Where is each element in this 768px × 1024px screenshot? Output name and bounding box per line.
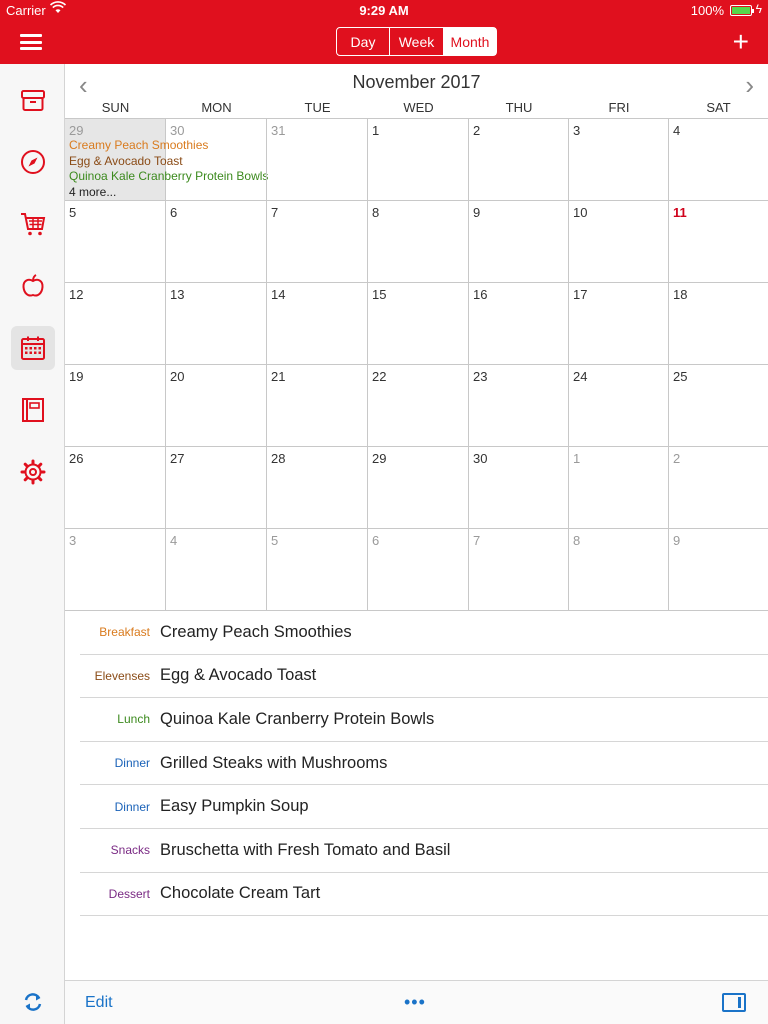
day-number: 16 <box>473 287 488 302</box>
day-cell[interactable] <box>469 283 569 364</box>
calendar-header <box>65 64 768 118</box>
weekday-label: SAT <box>706 100 731 115</box>
meal-row[interactable] <box>80 655 768 699</box>
meal-recipe-name: Easy Pumpkin Soup <box>160 797 309 816</box>
week-row <box>65 119 768 201</box>
day-cell[interactable] <box>569 119 669 200</box>
day-cell[interactable] <box>669 447 768 528</box>
battery-icon <box>730 5 752 16</box>
day-number: 10 <box>573 205 588 220</box>
meal-recipe-name: Egg & Avocado Toast <box>160 666 317 685</box>
meal-row[interactable] <box>80 611 768 655</box>
day-number: 1 <box>372 123 380 138</box>
day-cell[interactable] <box>368 529 469 610</box>
day-number: 30 <box>473 451 488 466</box>
day-number: 30 <box>170 123 185 138</box>
day-cell[interactable] <box>569 201 669 282</box>
day-number: 3 <box>69 533 77 548</box>
day-number: 23 <box>473 369 488 384</box>
day-number: 5 <box>69 205 77 220</box>
sidebar-toggle-icon[interactable] <box>722 993 746 1012</box>
weekday-label: SUN <box>101 100 130 115</box>
meal-row[interactable] <box>80 785 768 829</box>
weekday-label: FRI <box>608 100 630 115</box>
charging-icon: ϟ <box>755 2 762 16</box>
calendar-event[interactable]: Quinoa Kale Cranberry Protein Bowls <box>69 169 269 183</box>
meal-type-label: Dinner <box>114 756 150 771</box>
day-number: 20 <box>170 369 185 384</box>
status-bar <box>0 0 768 20</box>
meal-type-label: Elevenses <box>94 668 150 683</box>
weekday-label: WED <box>403 100 434 115</box>
sync-icon[interactable] <box>22 991 44 1013</box>
day-cell[interactable] <box>368 283 469 364</box>
day-number: 9 <box>473 205 481 220</box>
day-cell[interactable] <box>669 201 768 282</box>
meal-type-label: Dinner <box>114 799 150 814</box>
day-cell[interactable] <box>166 201 267 282</box>
meal-list <box>80 611 768 916</box>
day-cell[interactable] <box>669 119 768 200</box>
segment-day[interactable]: Day <box>337 28 390 55</box>
day-number: 24 <box>573 369 588 384</box>
day-number: 4 <box>673 123 681 138</box>
more-options-icon[interactable]: ••• <box>404 992 426 1012</box>
meal-row[interactable] <box>80 742 768 786</box>
segment-week[interactable]: Week <box>390 28 444 55</box>
day-cell[interactable] <box>65 201 166 282</box>
day-number: 11 <box>673 205 687 220</box>
day-cell[interactable] <box>166 365 267 446</box>
day-cell[interactable] <box>267 283 368 364</box>
day-cell[interactable] <box>166 447 267 528</box>
day-cell[interactable] <box>368 365 469 446</box>
day-cell[interactable] <box>267 365 368 446</box>
day-cell[interactable] <box>65 365 166 446</box>
more-events-link[interactable]: 4 more... <box>69 184 117 199</box>
day-cell[interactable] <box>469 119 569 200</box>
day-cell[interactable] <box>65 529 166 610</box>
day-cell[interactable] <box>469 529 569 610</box>
day-number: 21 <box>271 369 286 384</box>
week-row <box>65 529 768 611</box>
week-row <box>65 365 768 447</box>
day-number: 6 <box>170 205 178 220</box>
cart-icon[interactable] <box>11 202 55 246</box>
meal-type-label: Breakfast <box>99 625 150 640</box>
day-number: 9 <box>673 533 681 548</box>
day-number: 29 <box>372 451 387 466</box>
gear-icon[interactable] <box>11 450 55 494</box>
weekday-header <box>65 100 768 115</box>
day-number: 14 <box>271 287 286 302</box>
day-number: 1 <box>573 451 581 466</box>
calendar-event[interactable]: Creamy Peach Smoothies <box>69 138 209 152</box>
day-number: 17 <box>573 287 588 302</box>
day-cell[interactable] <box>267 529 368 610</box>
day-cell[interactable] <box>469 201 569 282</box>
day-number: 27 <box>170 451 185 466</box>
day-number: 18 <box>673 287 688 302</box>
status-time: 9:29 AM <box>359 3 409 18</box>
day-cell[interactable] <box>267 447 368 528</box>
day-cell[interactable] <box>267 119 368 200</box>
month-title: November 2017 <box>352 72 481 92</box>
day-cell[interactable] <box>669 529 768 610</box>
weekday-label: TUE <box>304 100 331 115</box>
day-cell[interactable] <box>669 365 768 446</box>
add-icon[interactable]: + <box>732 26 749 57</box>
next-month-icon[interactable]: › <box>745 70 754 100</box>
day-cell[interactable] <box>166 283 267 364</box>
day-number: 2 <box>473 123 481 138</box>
day-cell[interactable] <box>569 529 669 610</box>
day-number: 29 <box>69 123 84 138</box>
edit-button[interactable]: Edit <box>85 994 113 1011</box>
day-cell[interactable] <box>368 447 469 528</box>
day-number: 5 <box>271 533 279 548</box>
day-number: 8 <box>573 533 581 548</box>
day-cell[interactable] <box>368 119 469 200</box>
week-row <box>65 201 768 283</box>
meal-row[interactable] <box>80 873 768 917</box>
day-number: 22 <box>372 369 387 384</box>
book-icon[interactable] <box>11 388 55 432</box>
day-cell[interactable] <box>65 447 166 528</box>
meal-recipe-name: Bruschetta with Fresh Tomato and Basil <box>160 840 451 859</box>
segment-month[interactable]: Month <box>444 28 496 55</box>
day-number: 26 <box>69 451 84 466</box>
calendar-icon[interactable] <box>11 326 55 370</box>
meal-recipe-name: Quinoa Kale Cranberry Protein Bowls <box>160 709 435 728</box>
previous-month-icon[interactable]: ‹ <box>79 70 88 100</box>
calendar-event[interactable]: Egg & Avocado Toast <box>69 153 183 168</box>
day-number: 6 <box>372 533 380 548</box>
compass-icon[interactable] <box>11 140 55 184</box>
apple-icon[interactable] <box>11 264 55 308</box>
carrier-label: Carrier <box>6 3 46 18</box>
day-cell[interactable] <box>569 365 669 446</box>
day-cell[interactable] <box>368 201 469 282</box>
month-grid <box>65 118 768 610</box>
day-number: 2 <box>673 451 681 466</box>
day-cell[interactable] <box>65 283 166 364</box>
day-number: 12 <box>69 287 84 302</box>
recipe-box-icon[interactable] <box>11 78 55 122</box>
day-cell[interactable] <box>469 447 569 528</box>
day-number: 19 <box>69 369 84 384</box>
day-cell[interactable] <box>469 365 569 446</box>
day-number: 7 <box>473 533 481 548</box>
day-number: 28 <box>271 451 286 466</box>
day-cell[interactable] <box>569 283 669 364</box>
day-cell[interactable] <box>569 447 669 528</box>
meal-recipe-name: Grilled Steaks with Mushrooms <box>160 753 388 772</box>
meal-type-label: Snacks <box>110 843 150 858</box>
day-number: 15 <box>372 287 387 302</box>
day-number: 13 <box>170 287 185 302</box>
day-number: 25 <box>673 369 688 384</box>
day-number: 4 <box>170 533 178 548</box>
view-mode-segmented-control <box>336 27 497 56</box>
week-row <box>65 283 768 365</box>
meal-type-label: Dessert <box>108 886 150 901</box>
meal-row[interactable] <box>80 698 768 742</box>
meal-row[interactable] <box>80 829 768 873</box>
meal-recipe-name: Creamy Peach Smoothies <box>160 622 352 641</box>
day-cell[interactable] <box>166 529 267 610</box>
navigation-bar <box>0 0 768 64</box>
weekday-label: THU <box>505 100 533 115</box>
menu-icon[interactable] <box>20 34 42 50</box>
week-row <box>65 447 768 529</box>
day-number: 7 <box>271 205 279 220</box>
meal-recipe-name: Chocolate Cream Tart <box>160 884 321 903</box>
meal-type-label: Lunch <box>117 712 150 727</box>
sidebar <box>0 64 65 1024</box>
day-number: 8 <box>372 205 380 220</box>
day-number: 3 <box>573 123 581 138</box>
day-number: 31 <box>271 123 286 138</box>
weekday-label: MON <box>201 100 232 115</box>
day-cell[interactable] <box>166 119 267 200</box>
bottom-toolbar <box>65 980 768 1024</box>
day-cell[interactable] <box>669 283 768 364</box>
battery-percent: 100% <box>690 3 724 18</box>
day-cell[interactable] <box>267 201 368 282</box>
